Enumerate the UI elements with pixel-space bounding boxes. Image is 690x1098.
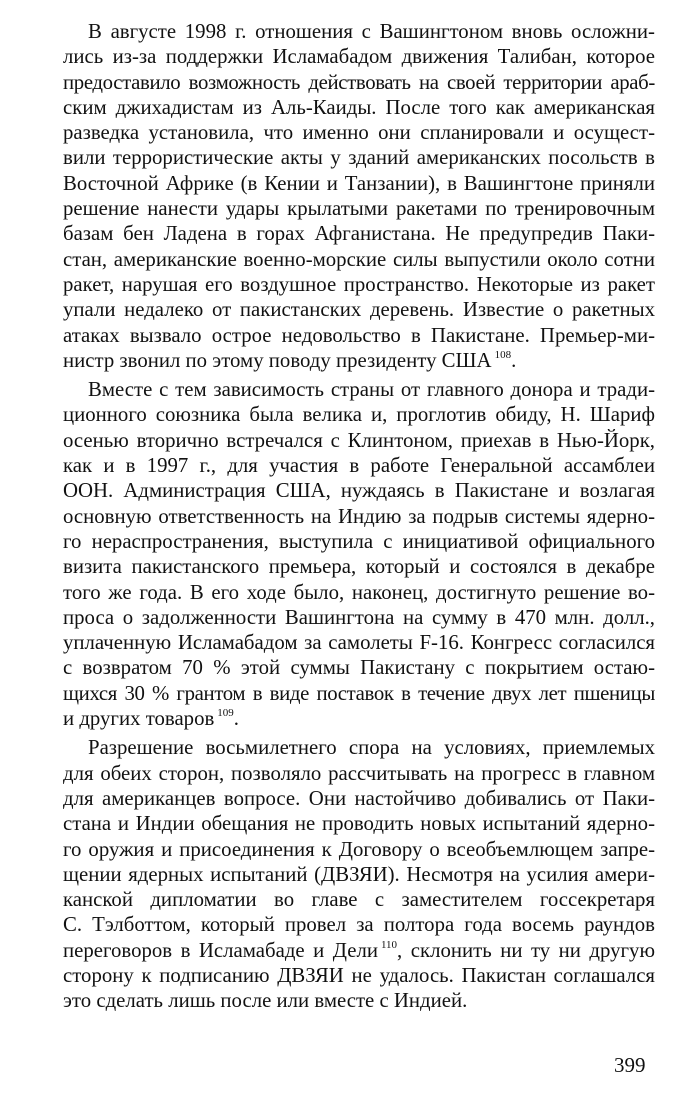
page-number: 399 [614,1053,646,1077]
text-line: основную ответственность на Индию за подрыв системы ядерно- [63,504,655,528]
text-line: Разрешение восьмилетнего спора на условиях, приемлемых [88,736,655,760]
text-line: с возвратом 70 % этой суммы Пакистану с покрытием остаю- [63,656,655,680]
text-line: ционного союзника была велика и, проглотив обиду, Н. Шариф [63,403,655,427]
text-line: уплаченную Исламабадом за самолеты F-16. Конгресс согласился [63,631,655,655]
text-fragment: переговоров в Исламабаде и Дели [63,938,378,962]
paragraph-2 [63,377,655,731]
footnote-ref: 110 [380,938,398,951]
text-fragment: и других товаров [63,707,215,731]
text-line: вили террористические акты у зданий американских посольств в [63,146,655,170]
text-line: ракет, нарушая его воздушное пространство. Некоторые из ракет [63,272,655,296]
text-line [63,938,655,963]
text-fragment: нистр звонил по этому поводу президенту США [63,348,492,372]
text-line: щихся 30 % грантом в виде поставок в течение двух лет пшеницы [63,681,655,705]
text-line: С. Тэлботтом, который провел за полтора года восемь раундов [63,913,655,937]
text-line: решение нанести удары крылатыми ракетами по тренировочным [63,197,655,221]
text-line: упали недалеко от пакистанских деревень. Известие о ракетных [63,298,655,322]
text-line [63,706,655,731]
text-line: осенью вторично встречался с Клинтоном, приехав в Нью-Йорк, [63,428,655,452]
text-line: В августе 1998 г. отношения с Вашингтоном вновь осложни- [88,20,655,43]
text-line: предоставило возможность действовать на своей территории араб- [63,70,655,94]
text-fragment: . [233,707,239,731]
text-line: го нераспространения, выступила с инициативой официального [63,529,655,553]
text-line: канской дипломатии во главе с заместителем госсекретаря [63,888,655,912]
text-line: проса о задолженности Вашингтона на сумму в 470 млн. долл., [63,605,655,629]
text-line: разведка установила, что именно они спланировали и осущест- [63,121,655,145]
text-line: ООН. Администрация США, нуждаясь в Пакистане и возлагая [63,479,655,503]
text-line: стан, американские военно-морские силы выпустили около сотни [63,247,655,271]
text-line: того же года. В его ходе было, наконец, достигнуто решение во- [63,580,655,604]
text-line: базам бен Ладена в горах Афганистана. Не предупредив Паки- [63,222,655,246]
text-line: Вместе с тем зависимость страны от главного донора и тради- [88,378,655,402]
text-line: Восточной Африке (в Кении и Танзании), в Вашингтоне приняли [63,171,655,195]
text-line: это сделать лишь после или вместе с Индией. [63,989,468,1013]
footnote-ref: 108 [494,348,512,361]
text-line: ским джихадистам из Аль-Каиды. После того как американская [63,95,655,119]
text-line: го оружия и присоединения к Договору о всеобъемлющем запре- [63,837,655,861]
text-line: для обеих сторон, позволяло рассчитывать на прогресс в главном [63,761,655,785]
text-line: атаках вызвало острое недовольство в Пакистане. Премьер-ми- [63,323,655,347]
text-line: щении ядерных испытаний (ДВЗЯИ). Несмотря на усилия амери- [63,862,655,886]
text-line: визита пакистанского премьера, который и состоялся в декабре [63,555,655,579]
text-line: лись из-за поддержки Исламабадом движения Талибан, которое [63,45,655,69]
paragraph-3 [63,735,655,1013]
text-line: для американцев вопросе. Они настойчиво добивались от Паки- [63,786,655,810]
text-line: сторону к подписанию ДВЗЯИ не удалось. Пакистан соглашался [63,963,655,987]
text-fragment: . [511,348,517,372]
text-line: как и в 1997 г., для участия в работе Генеральной ассамблеи [63,454,655,478]
text-line: стана и Индии обещания не проводить новых испытаний ядерно- [63,812,655,836]
text-line [63,348,655,373]
footnote-ref: 109 [217,707,234,720]
text-fragment: , склонить ни ту ни другую [397,938,655,962]
body-text [63,19,655,1014]
paragraph-1 [63,19,655,373]
